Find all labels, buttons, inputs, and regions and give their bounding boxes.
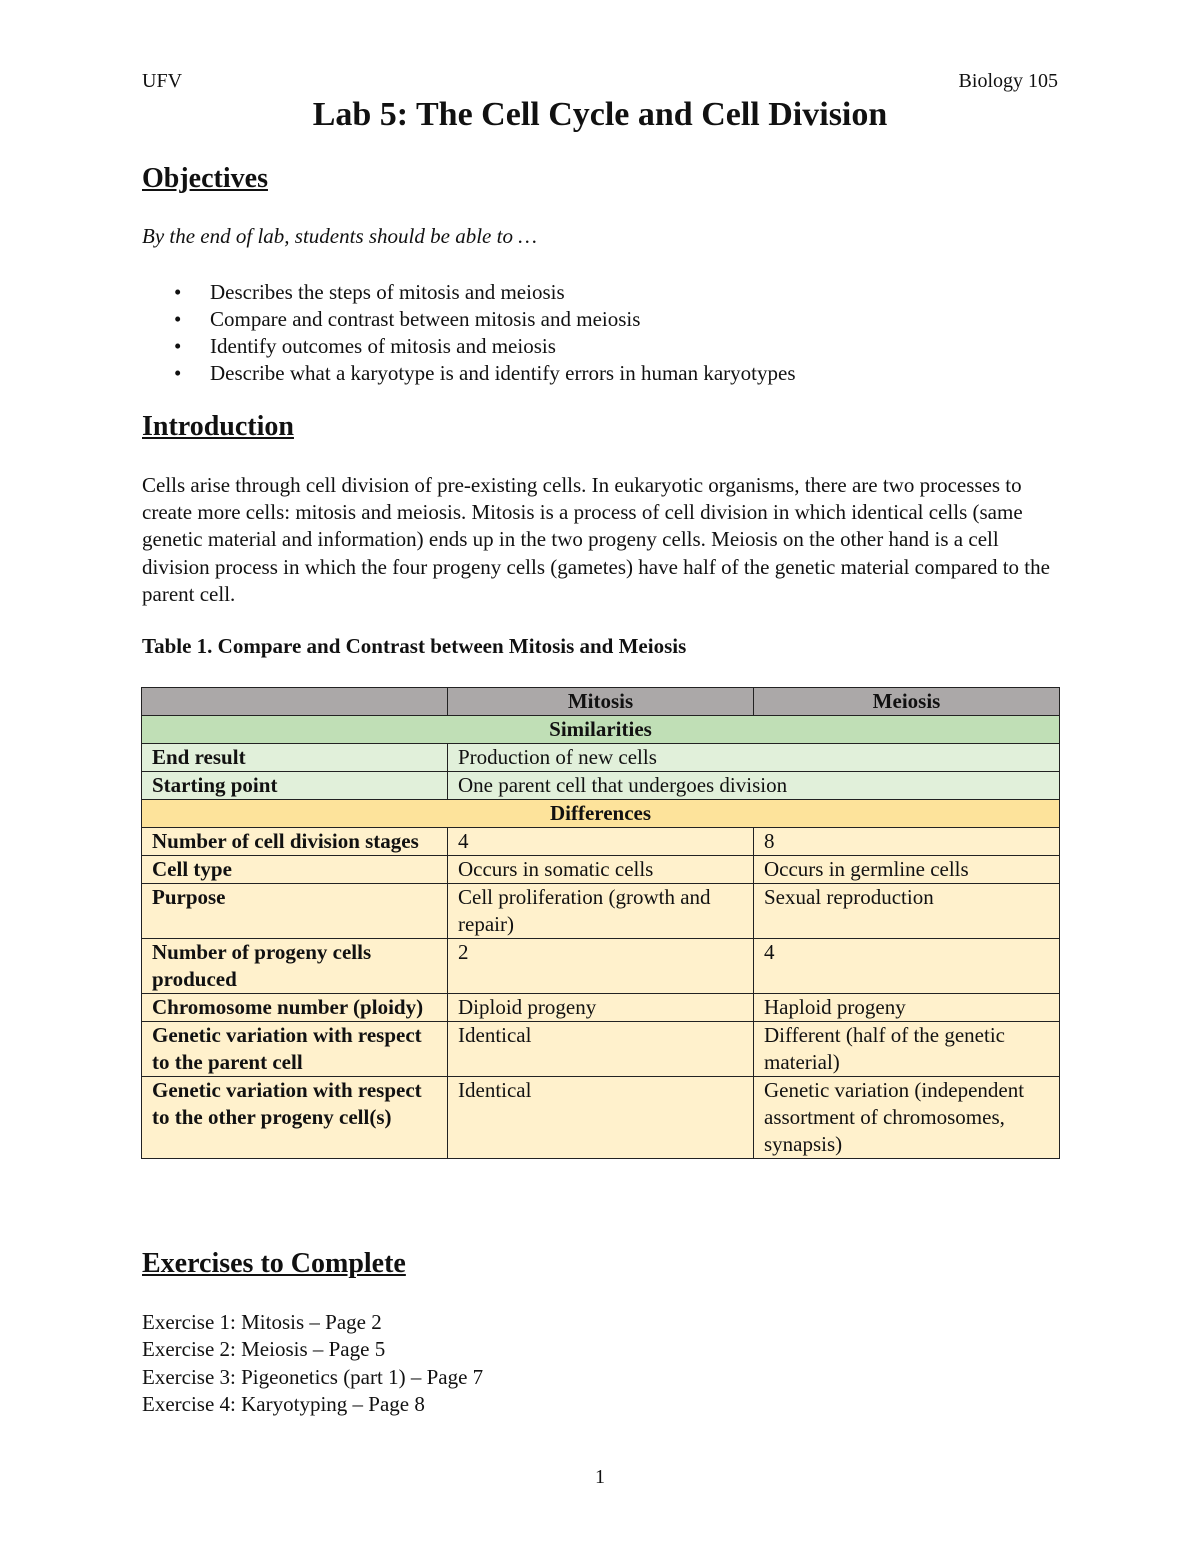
bullet-icon: • <box>174 280 182 304</box>
meiosis-cell: Sexual reproduction <box>754 884 1060 939</box>
mitosis-cell: Identical <box>448 1077 754 1159</box>
mitosis-cell: Cell proliferation (growth and repair) <box>448 884 754 939</box>
header-cell-empty <box>142 688 448 716</box>
table-header-row <box>142 688 1060 716</box>
mitosis-cell: 2 <box>448 939 754 994</box>
similarities-section-row <box>142 716 1060 744</box>
header-cell-meiosis: Meiosis <box>754 688 1060 716</box>
table-row <box>142 884 1060 939</box>
table-row <box>142 856 1060 884</box>
bullet-icon: • <box>174 334 182 358</box>
objectives-list <box>142 279 796 387</box>
table-caption: Table 1. Compare and Contrast between Mitosis and Meiosis <box>142 634 687 658</box>
exercises-heading: Exercises to Complete <box>142 1248 406 1279</box>
meiosis-cell: Occurs in germline cells <box>754 856 1060 884</box>
bullet-icon: • <box>174 361 182 385</box>
bullet-icon: • <box>174 307 182 331</box>
page-number: 1 <box>595 1466 605 1488</box>
mitosis-cell: Identical <box>448 1022 754 1077</box>
meiosis-cell: Haploid progeny <box>754 994 1060 1022</box>
row-label: End result <box>142 744 448 772</box>
table-row <box>142 994 1060 1022</box>
row-label: Genetic variation with respect to the parent cell <box>142 1022 448 1077</box>
table-row <box>142 1022 1060 1077</box>
header-institution: UFV <box>142 70 183 92</box>
list-item: • Identify outcomes of mitosis and meiosis <box>174 334 556 358</box>
table-row <box>142 744 1060 772</box>
differences-section-row <box>142 800 1060 828</box>
meiosis-cell: 4 <box>754 939 1060 994</box>
list-item: • Describes the steps of mitosis and meiosis <box>174 280 565 304</box>
table-row <box>142 1077 1060 1159</box>
row-value: Production of new cells <box>448 744 1060 772</box>
list-item: Exercise 1: Mitosis – Page 2 <box>142 1310 382 1334</box>
objectives-lead: By the end of lab, students should be able to … <box>142 224 537 248</box>
row-label: Genetic variation with respect to the other progeny cell(s) <box>142 1077 448 1159</box>
page-title: Lab 5: The Cell Cycle and Cell Division <box>312 96 888 133</box>
similarities-label: Similarities <box>142 716 1060 744</box>
list-item: • Describe what a karyotype is and identify errors in human karyotypes <box>174 361 796 385</box>
meiosis-cell: 8 <box>754 828 1060 856</box>
meiosis-cell: Genetic variation (independent assortment of chromosomes, synapsis) <box>754 1077 1060 1159</box>
meiosis-cell: Different (half of the genetic material) <box>754 1022 1060 1077</box>
introduction-text: Cells arise through cell division of pre-existing cells. In eukaryotic organisms, there are two processes to create more cells: mitosis and meiosis. Mitosis is a process of cell division in which identical cells (same genetic material and information) ends up in the two progeny cells. Meiosis on the other hand is a cell division process in which the four progeny cells (gametes) have half of the genetic material compared to the parent cell. <box>142 473 1050 606</box>
differences-label: Differences <box>142 800 1060 828</box>
exercises-list <box>142 1309 483 1418</box>
list-item: • Compare and contrast between mitosis and meiosis <box>174 307 641 331</box>
comparison-table <box>141 687 1060 1159</box>
row-label: Starting point <box>142 772 448 800</box>
introduction-heading: Introduction <box>142 411 294 442</box>
mitosis-cell: Diploid progeny <box>448 994 754 1022</box>
row-value: One parent cell that undergoes division <box>448 772 1060 800</box>
row-label: Cell type <box>142 856 448 884</box>
header-course: Biology 105 <box>958 70 1058 92</box>
row-label: Number of progeny cells produced <box>142 939 448 994</box>
row-label: Number of cell division stages <box>142 828 448 856</box>
table-row <box>142 828 1060 856</box>
list-item: Exercise 4: Karyotyping – Page 8 <box>142 1391 425 1416</box>
row-label: Chromosome number (ploidy) <box>142 994 448 1022</box>
objectives-heading: Objectives <box>142 163 268 194</box>
mitosis-cell: Occurs in somatic cells <box>448 856 754 884</box>
row-label: Purpose <box>142 884 448 939</box>
mitosis-cell: 4 <box>448 828 754 856</box>
table-row <box>142 772 1060 800</box>
list-item: Exercise 2: Meiosis – Page 5 <box>142 1337 386 1362</box>
header-cell-mitosis: Mitosis <box>448 688 754 716</box>
table-row <box>142 939 1060 994</box>
list-item: Exercise 3: Pigeonetics (part 1) – Page 7 <box>142 1364 484 1389</box>
